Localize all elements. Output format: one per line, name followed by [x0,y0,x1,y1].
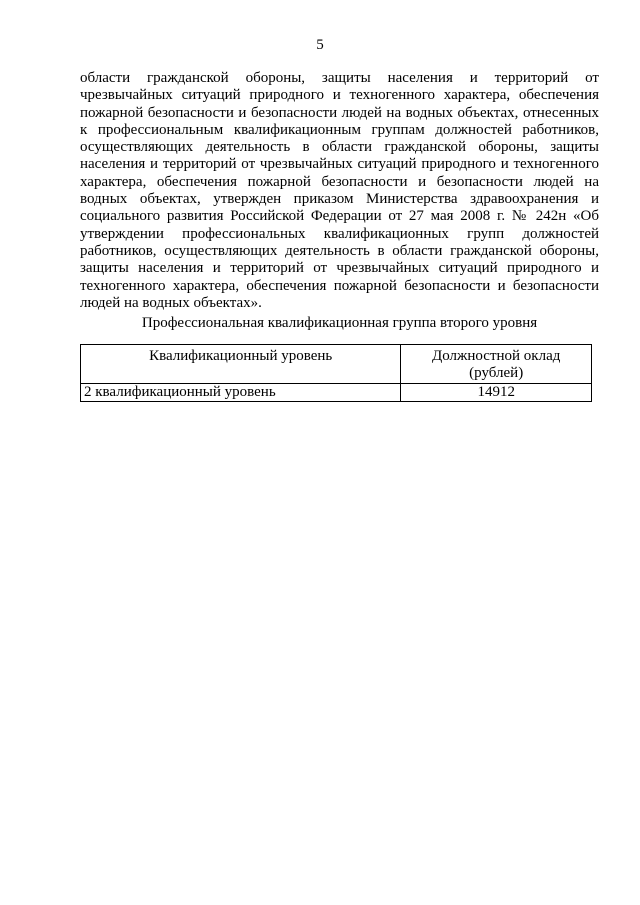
header-qualification-level: Квалификационный уровень [81,345,401,384]
table-header-row [81,345,592,384]
cell-qualification-level: 2 квалификационный уровень [81,384,401,402]
table-row [81,384,592,402]
salary-table-body [81,384,592,402]
body-paragraph: области гражданской обороны, защиты населения и территорий от чрезвычайных ситуаций природного и техногенного характера, обеспечения пожарной безопасности и безопасности людей на водных объектах, отнесенных к профессиональным квалификационным группам должностей работников, осуществляющих деятельность в области гражданской обороны, защиты населения и территорий от чрезвычайных ситуаций природного и техногенного характера, обеспечения пожарной безопасности и безопасности людей на водных объектах, утвержден приказом Министерства здравоохранения и социального развития Российской Федерации от 27 мая 2008 г. № 242н «Об утверждении профессиональных квалификационных групп должностей работников, осуществляющих деятельность в области гражданской обороны, защиты населения и территорий от чрезвычайных ситуаций природного и техногенного характера, обеспечения пожарной безопасности и безопасности людей на водных объектах». [80,70,599,311]
salary-table-head [81,345,592,384]
header-salary: Должностной оклад (рублей) [401,345,592,384]
cell-salary-value: 14912 [401,384,592,402]
qualification-group-title: Профессиональная квалификационная группа второго уровня [141,315,538,331]
page-number: 5 [316,37,324,53]
salary-table [80,344,592,402]
